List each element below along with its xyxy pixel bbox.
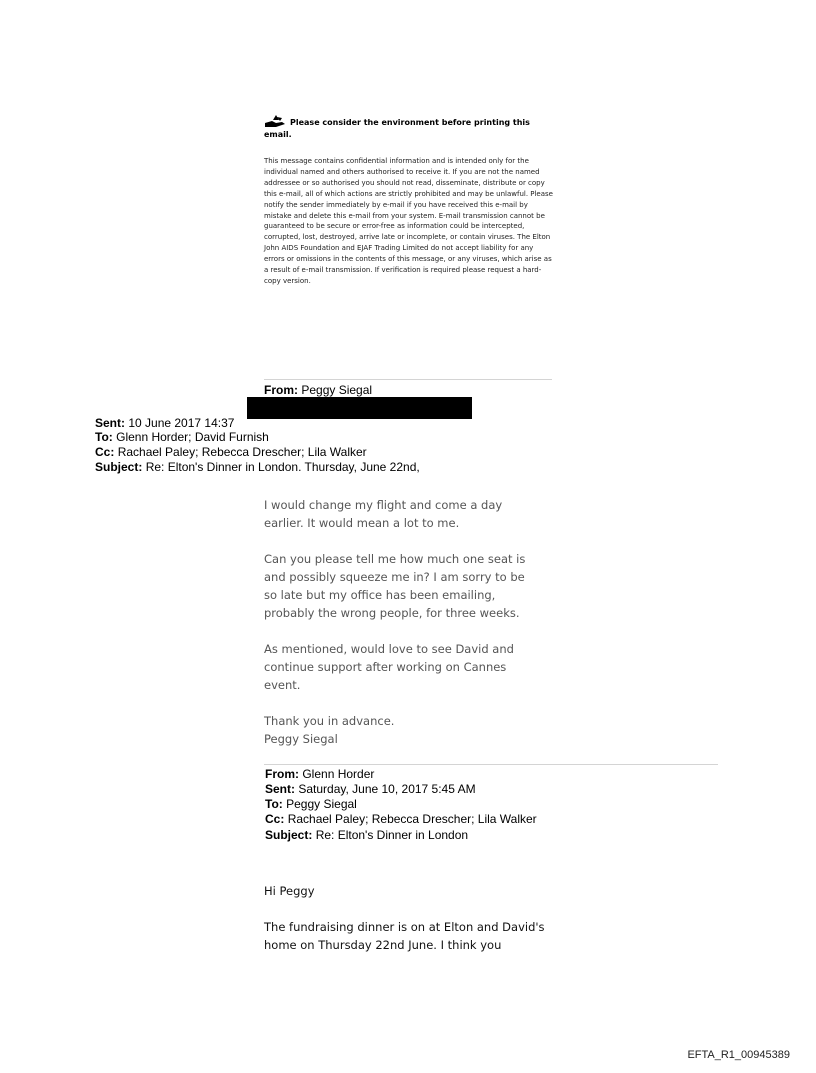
message-body: [264, 496, 564, 748]
to-line: [265, 797, 357, 811]
from-label: From:: [264, 383, 298, 397]
to-label: To:: [95, 430, 113, 444]
sent-line: [95, 416, 234, 430]
environment-notice: [264, 114, 554, 141]
to-value: Glenn Horder; David Furnish: [116, 430, 269, 444]
to-line: [95, 430, 269, 444]
cc-line: [95, 445, 367, 459]
sent-label: Sent:: [265, 782, 295, 796]
environment-notice-text: Please consider the environment before printing this email.: [264, 118, 530, 139]
to-value: Peggy Siegal: [286, 797, 357, 811]
message-body: [264, 882, 584, 954]
paragraph: Can you please tell me how much one seat is and possibly squeeze me in? I am sorry to be so late but my office has been emailing, probably the wrong people, for three weeks.: [264, 552, 526, 620]
from-value: Peggy Siegal: [301, 383, 373, 397]
cc-value: Rachael Paley; Rebecca Drescher; Lila Walker: [117, 445, 367, 459]
subject-label: Subject:: [95, 460, 143, 474]
cc-value: Rachael Paley; Rebecca Drescher; Lila Walker: [287, 812, 537, 826]
redaction-block: [247, 397, 472, 419]
cc-label: Cc:: [95, 445, 115, 459]
confidentiality-disclaimer: This message contains confidential information and is intended only for the individual named and others authorised to receive it. If you are not the named addressee or so authorised you should not read, disseminate, distribute or copy this e-mail, all of which actions are strictly prohibited and may be unlawful. Please notify the sender immediately by e-mail if you have received this e-mail by mistake and delete this e-mail from your system. E-mail transmission cannot be guaranteed to be secure or error-free as information could be intercepted, corrupted, lost, destroyed, arrive late or incomplete, or contain viruses. The Elton John AIDS Foundation and EJAF Trading Limited do not accept liability for any errors or omissions in the contents of this message, or any viruses, which arise as a result of e-mail transmission. If verification is required please request a hard-copy version.: [264, 157, 553, 285]
subject-label: Subject:: [265, 828, 313, 842]
sent-value: Saturday, June 10, 2017 5:45 AM: [298, 782, 476, 796]
paragraph: The fundraising dinner is on at Elton and David's home on Thursday 22nd June. I think you: [264, 920, 545, 952]
subject-value: Re: Elton's Dinner in London. Thursday, June 22nd,: [145, 460, 420, 474]
from-label: From:: [265, 767, 299, 781]
sent-value: 10 June 2017 14:37: [128, 416, 235, 430]
recycle-hand-icon: [264, 114, 286, 128]
separator-line: [264, 764, 718, 765]
document-id: EFTA_R1_00945389: [687, 1049, 790, 1061]
sent-label: Sent:: [95, 416, 125, 430]
separator-line: [264, 379, 552, 380]
from-value: Glenn Horder: [302, 767, 375, 781]
cc-line: [265, 812, 537, 826]
from-line: [265, 767, 374, 781]
cc-label: Cc:: [265, 812, 285, 826]
from-line: [264, 383, 372, 397]
subject-line: [265, 828, 468, 842]
to-label: To:: [265, 797, 283, 811]
subject-line: [95, 460, 420, 474]
subject-value: Re: Elton's Dinner in London: [315, 828, 469, 842]
signature: Thank you in advance. Peggy Siegal: [264, 714, 395, 746]
paragraph: I would change my flight and come a day earlier. It would mean a lot to me.: [264, 498, 503, 530]
greeting: Hi Peggy: [264, 884, 315, 898]
sent-line: [265, 782, 476, 796]
paragraph: As mentioned, would love to see David and continue support after working on Cannes event.: [264, 642, 514, 692]
